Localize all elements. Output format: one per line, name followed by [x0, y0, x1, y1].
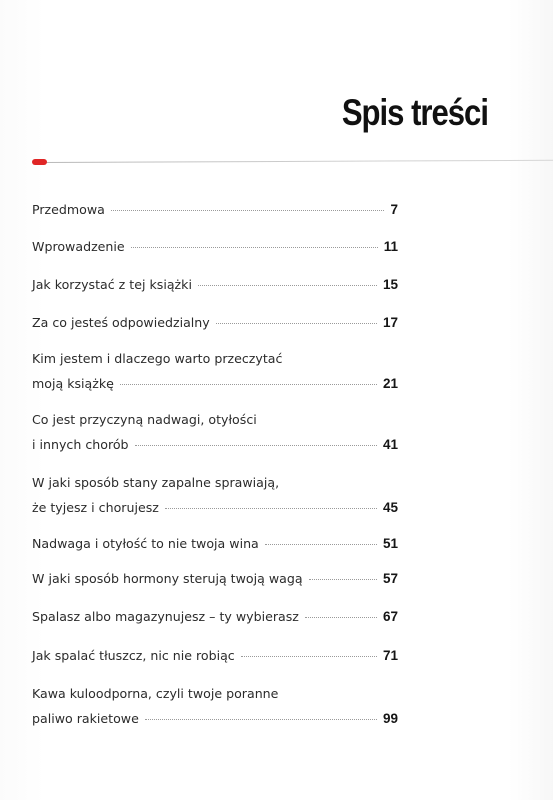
toc-page-number: 15 [382, 277, 398, 292]
toc-entry-title-line: Kim jestem i dlaczego warto przeczytać [32, 351, 283, 366]
toc-page-number: 21 [382, 376, 398, 391]
toc-entry-title-line: Kawa kuloodporna, czyli twoje poranne [32, 686, 279, 701]
toc-page-number: 67 [382, 609, 398, 624]
toc-page-number: 57 [382, 571, 398, 586]
toc-entry[interactable] [32, 531, 398, 556]
toc-entry-title: W jaki sposób hormony sterują twoją wagą [32, 571, 303, 586]
dot-leader [120, 384, 377, 385]
toc-entry-title: Jak spalać tłuszcz, nic nie robiąc [32, 648, 235, 663]
toc-entry-title: Jak korzystać z tej książki [32, 277, 192, 292]
toc-page-number: 45 [382, 500, 398, 515]
divider-line [44, 160, 553, 164]
toc-entry[interactable] [32, 234, 398, 259]
toc-entry[interactable] [32, 272, 398, 297]
toc-entry[interactable] [32, 470, 398, 520]
dot-leader [216, 323, 377, 324]
toc-entry-title-line: paliwo rakietowe [32, 711, 139, 726]
dot-leader [135, 445, 377, 446]
dot-leader [305, 617, 377, 618]
dot-leader [241, 656, 377, 657]
dot-leader [145, 719, 377, 720]
toc-page-number: 71 [382, 648, 398, 663]
dot-leader [198, 285, 377, 286]
toc-entry[interactable] [32, 407, 398, 457]
dot-leader [265, 544, 377, 545]
toc-entry[interactable] [32, 346, 398, 396]
toc-entry-title: Wprowadzenie [32, 239, 125, 254]
toc-entry[interactable] [32, 566, 398, 591]
toc-entry-title-line: Co jest przyczyną nadwagi, otyłości [32, 412, 257, 427]
toc-entry-title: Przedmowa [32, 202, 105, 217]
toc-entry[interactable] [32, 197, 398, 222]
title-divider [32, 159, 553, 167]
toc-entry-title-line: W jaki sposób stany zapalne sprawiają, [32, 475, 280, 490]
page-title: Spis treści [341, 92, 488, 133]
toc-entry-title-line: i innych chorób [32, 437, 129, 452]
toc-page-number: 51 [382, 536, 398, 551]
toc-entry-title: Za co jesteś odpowiedzialny [32, 315, 210, 330]
toc-entry[interactable] [32, 604, 398, 629]
dot-leader [131, 247, 378, 248]
red-accent-mark [32, 159, 47, 165]
toc-entry-title-line: że tyjesz i chorujesz [32, 500, 159, 515]
dot-leader [111, 210, 385, 211]
toc-page-number: 7 [390, 202, 398, 217]
dot-leader [309, 579, 377, 580]
toc-page-number: 17 [382, 315, 398, 330]
toc-page-number: 99 [382, 711, 398, 726]
toc-page-number: 11 [383, 239, 398, 254]
toc-entry[interactable] [32, 310, 398, 335]
dot-leader [165, 508, 377, 509]
toc-entry[interactable] [32, 681, 398, 731]
toc-entry-title-line: moją książkę [32, 376, 114, 391]
toc-entry-title: Spalasz albo magazynujesz – ty wybierasz [32, 609, 299, 624]
toc-entry-title: Nadwaga i otyłość to nie twoja wina [32, 536, 259, 551]
toc-entry[interactable] [32, 643, 398, 668]
toc-page-number: 41 [382, 437, 398, 452]
